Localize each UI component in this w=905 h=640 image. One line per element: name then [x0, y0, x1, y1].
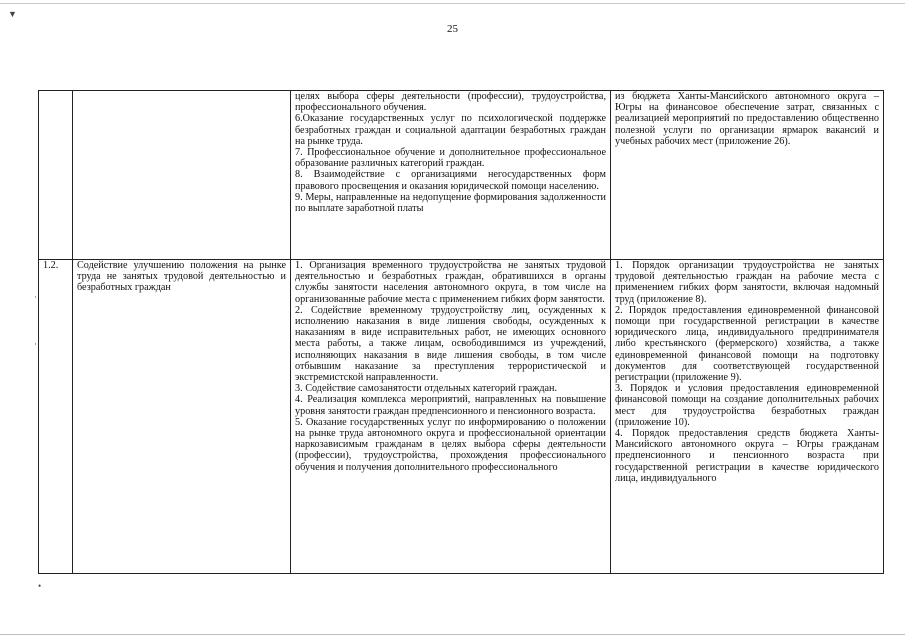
program-table	[38, 90, 884, 574]
table-row	[39, 260, 884, 574]
measure-item: 8. Взаимодействие с организациями негосударственных форм правового просвещения и оказания юридической помощи населению.	[295, 169, 606, 192]
measure-item: 9. Меры, направленные на недопущение формирования задолженности по выплате заработной платы	[295, 191, 606, 215]
measure-item: целях выбора сферы деятельности (профессии), трудоустройства, профессионального обучения.	[295, 91, 606, 114]
row-number: 1.2.	[39, 260, 73, 574]
procedure-item: 4. Порядок предоставления средств бюджета Ханты-Мансийского автономного округа – Югры гражданам предпенсионного и пенсионного возраста при государственной регистрации в качестве юридического лица, индивидуального	[615, 428, 879, 484]
bottom-scan-rule	[0, 634, 905, 635]
table-row	[39, 91, 884, 260]
task-name	[73, 91, 291, 260]
margin-dot: ·	[34, 339, 37, 349]
measure-item: 1. Организация временного трудоустройства не занятых трудовой деятельностью и безработных граждан, обратившихся в органы службы занятости населения автономного округа, в том числе на организованные рабочие места с применением гибких форм занятости.	[295, 260, 606, 305]
top-scan-rule	[0, 3, 905, 4]
corner-mark: ▼	[8, 9, 17, 19]
task-name: Содействие улучшению положения на рынке труда не занятых трудовой деятельностью и безработных граждан	[73, 260, 291, 574]
procedures-cell	[611, 260, 884, 574]
page-number: 25	[447, 23, 458, 35]
margin-dot: •	[38, 581, 42, 591]
procedure-item: 1. Порядок организации трудоустройства не занятых трудовой деятельностью граждан на рабочие места с применением гибких форм занятости, включая надомный труд (приложение 8).	[615, 260, 879, 305]
measures-cell	[291, 260, 611, 574]
procedures-cell	[611, 91, 884, 260]
margin-dot: ·	[34, 292, 37, 302]
measure-item: 6.Оказание государственных услуг по психологической поддержке безработных граждан и социальной адаптации безработных граждан на рынке труда.	[295, 113, 606, 147]
row-number	[39, 91, 73, 260]
measure-item: 7. Профессиональное обучение и дополнительное профессиональное образование различных категорий граждан.	[295, 147, 606, 170]
measures-cell	[291, 91, 611, 260]
procedure-item: из бюджета Ханты-Мансийского автономного округа – Югры на финансовое обеспечение затрат, связанных с реализацией мероприятий по предоставлению общественно полезной услуги по организации ярмарок вакансий и учебных рабочих мест (приложение 26).	[615, 91, 879, 147]
measure-item: 3. Содействие самозанятости отдельных категорий граждан.	[295, 383, 558, 395]
measure-item: 2. Содействие временному трудоустройству лиц, осужденных к исполнению наказания в виде лишения свободы, осужденных к наказаниям в виде исправительных работ, не имеющих основного места работы, а также лицам, освободившимся из учреждений, исполняющих наказания в виде лишения свободы, в том числе отбывшим наказание за преступления террористической и экстремистской направленности.	[295, 304, 606, 384]
procedure-item: 2. Порядок предоставления единовременной финансовой помощи при государственной регистрации в качестве юридического лица, индивидуального предпринимателя либо крестьянского (фермерского) хозяйства, а также единовременной финансовой помощи на подготовку документов для соответствующей государственной регистрации (приложение 9).	[615, 304, 879, 384]
procedure-item: 3. Порядок и условия предоставления единовременной финансовой помощи на создание дополнительных рабочих мест для трудоустройства безработных граждан (приложение 10).	[615, 383, 879, 428]
measure-item: 5. Оказание государственных услуг по информированию о положении на рынке труда автономного округа и профессиональной ориентации наркозависимым гражданам в целях выбора сферы деятельности (профессии), трудоустройства, прохождения профессионального обучения и получения дополнительного профессионального	[295, 416, 606, 473]
measure-item: 4. Реализация комплекса мероприятий, направленных на повышение уровня занятости граждан предпенсионного и пенсионного возраста.	[295, 394, 606, 417]
